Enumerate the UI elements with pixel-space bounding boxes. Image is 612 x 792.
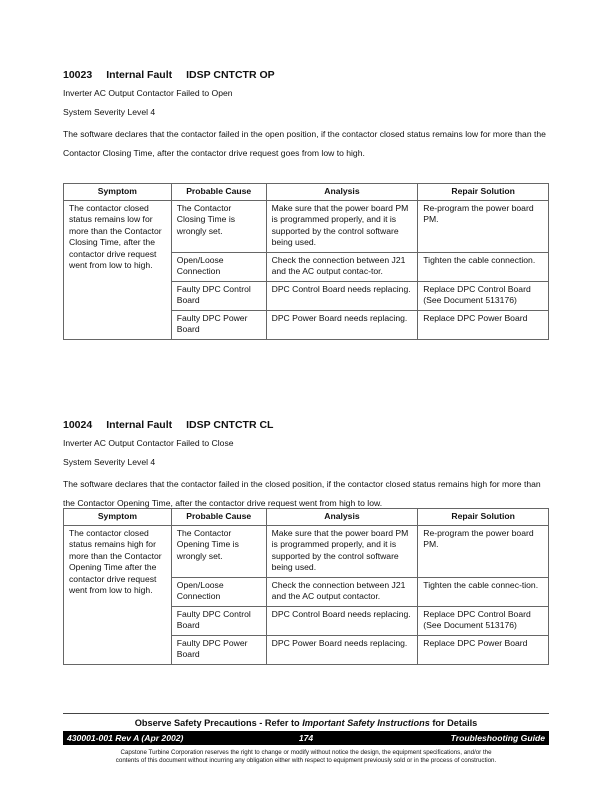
cause-cell: Faulty DPC Power Board [171,310,266,339]
footer-bar [63,731,549,745]
fault-section-10023 [63,69,549,163]
cause-cell: Faulty DPC Control Board [171,606,266,635]
document-revision: 430001-001 Rev A (Apr 2002) [67,733,184,743]
page-footer [63,713,549,765]
repair-cell: Re-program the power board PM. [418,525,549,577]
page-number: 174 [298,733,314,743]
repair-cell: Re-program the power board PM. [418,200,549,252]
analysis-cell: DPC Power Board needs replacing. [266,310,418,339]
fault-subtitle: Inverter AC Output Contactor Failed to Open [63,88,233,98]
fault-name: IDSP CNTCTR CL [186,419,274,431]
fault-kind: Internal Fault [106,69,173,81]
header-probable-cause: Probable Cause [171,184,266,201]
fault-heading [63,69,549,81]
header-analysis: Analysis [266,509,418,526]
cause-cell: The Contactor Closing Time is wrongly set. [171,200,266,252]
analysis-cell: Make sure that the power board PM is programmed properly, and it is supported by the control software being used. [266,200,418,252]
table-row [64,200,549,252]
repair-cell: Replace DPC Control Board (See Document 513176) [418,606,549,635]
fault-code: 10023 [63,69,93,81]
fault-name: IDSP CNTCTR OP [186,69,275,81]
fault-severity: System Severity Level 4 [63,107,156,117]
analysis-cell: DPC Control Board needs replacing. [266,281,418,310]
troubleshooting-table-10023 [63,183,549,340]
header-symptom: Symptom [64,184,172,201]
troubleshooting-table-10024 [63,508,549,665]
analysis-cell: Make sure that the power board PM is programmed properly, and it is supported by the control software being used. [266,525,418,577]
safety-instructions-reference: Important Safety Instructions [302,718,430,728]
header-repair-solution: Repair Solution [418,509,549,526]
fault-section-10024 [63,419,549,513]
symptom-cell: The contactor closed status remains high for more than the Contactor Opening Time after the contactor drive request went from low to high. [64,525,172,664]
guide-title: Troubleshooting Guide [450,733,545,743]
symptom-cell: The contactor closed status remains low for more than the Contactor Closing Time, after the contactor drive request went from low to high. [64,200,172,339]
repair-cell: Replace DPC Control Board (See Document 513176) [418,281,549,310]
cause-cell: The Contactor Opening Time is wrongly set. [171,525,266,577]
fault-description: The software declares that the contactor failed in the closed position, if the contactor closed status remains high for more than the Contactor Opening Time, after the contactor drive request went from high to low. [63,479,541,508]
fault-description: The software declares that the contactor failed in the open position, if the contactor closed status remains low for more than the Contactor Closing Time, after the contactor drive request goes from low to high. [63,129,546,158]
fault-heading [63,419,549,431]
header-analysis: Analysis [266,184,418,201]
analysis-cell: DPC Control Board needs replacing. [266,606,418,635]
table-header-row [64,509,549,526]
repair-cell: Replace DPC Power Board [418,635,549,664]
cause-cell: Open/Loose Connection [171,252,266,281]
repair-cell: Replace DPC Power Board [418,310,549,339]
cause-cell: Faulty DPC Power Board [171,635,266,664]
cause-cell: Faulty DPC Control Board [171,281,266,310]
header-symptom: Symptom [64,509,172,526]
cause-cell: Open/Loose Connection [171,577,266,606]
legal-line: contents of this document without incurring any obligation either with respect to equipment previously sold or in the process of construction. [115,757,497,764]
repair-cell: Tighten the cable connection. [418,252,549,281]
header-repair-solution: Repair Solution [418,184,549,201]
analysis-cell: DPC Power Board needs replacing. [266,635,418,664]
header-probable-cause: Probable Cause [171,509,266,526]
safety-prefix: Observe Safety Precautions - Refer to [134,718,303,728]
fault-kind: Internal Fault [106,419,173,431]
table-header-row [64,184,549,201]
legal-line: Capstone Turbine Corporation reserves the right to change or modify without notice the design, the equipment specifications, and/or the [120,749,492,756]
fault-subtitle: Inverter AC Output Contactor Failed to Close [63,438,234,448]
fault-severity: System Severity Level 4 [63,457,156,467]
safety-notice [63,718,549,728]
safety-suffix: for Details [429,718,478,728]
analysis-cell: Check the connection between J21 and the AC output contac-tor. [266,252,418,281]
table-row [64,525,549,577]
repair-cell: Tighten the cable connec-tion. [418,577,549,606]
analysis-cell: Check the connection between J21 and the AC output contactor. [266,577,418,606]
legal-notice [63,749,549,765]
fault-code: 10024 [63,419,93,431]
